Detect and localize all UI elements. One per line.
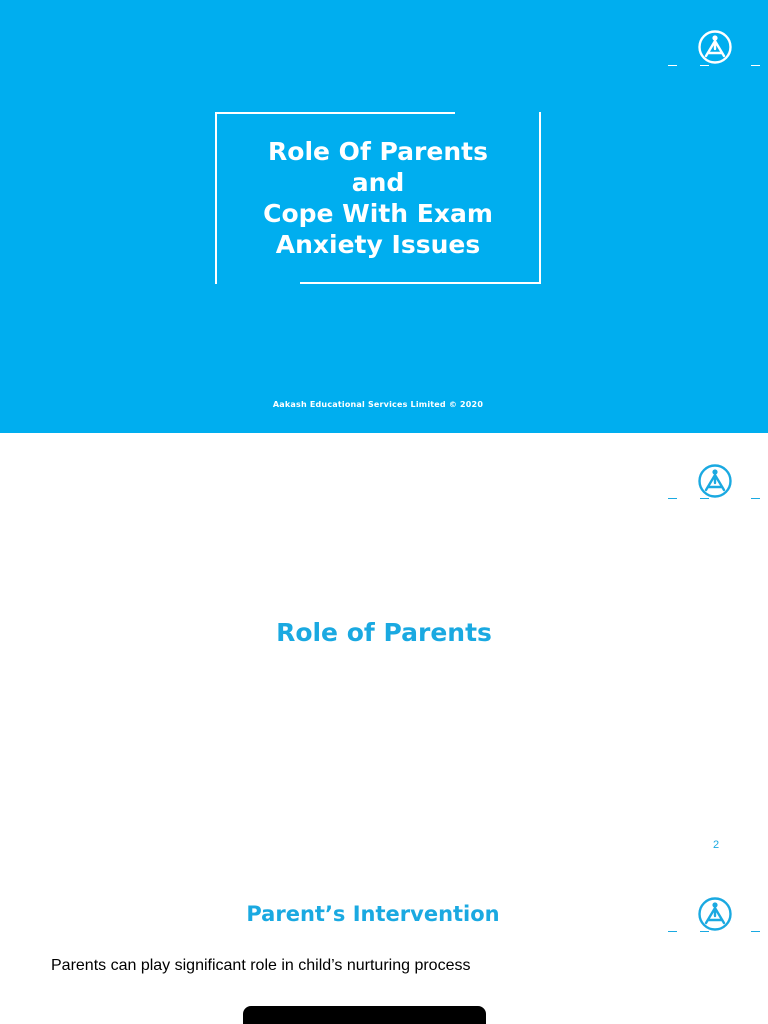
logo-underline — [0, 931, 768, 932]
content-slide — [0, 866, 768, 1024]
frame-right-border — [539, 112, 541, 284]
content-image-box — [243, 1006, 486, 1024]
content-body-text: Parents can play significant role in child’s nurturing process — [51, 957, 471, 974]
logo-underline — [0, 498, 768, 499]
content-title: Parent’s Intervention — [246, 902, 500, 926]
title-line-2: and — [351, 168, 405, 197]
page-number: 2 — [713, 839, 720, 851]
title-line-4: Anxiety Issues — [275, 230, 481, 259]
aakash-logo-icon — [697, 463, 733, 499]
section-title: Role of Parents — [276, 618, 492, 647]
title-slide — [0, 0, 768, 433]
slide-title — [217, 136, 539, 260]
logo-underline — [0, 65, 768, 66]
frame-top-border — [215, 112, 455, 114]
aakash-logo-icon — [697, 29, 733, 65]
copyright-text: Aakash Educational Services Limited © 2020 — [272, 400, 484, 409]
title-line-1: Role Of Parents — [268, 137, 488, 166]
frame-bottom-border — [300, 282, 541, 284]
title-line-3: Cope With Exam — [263, 199, 493, 228]
section-slide — [0, 433, 768, 866]
